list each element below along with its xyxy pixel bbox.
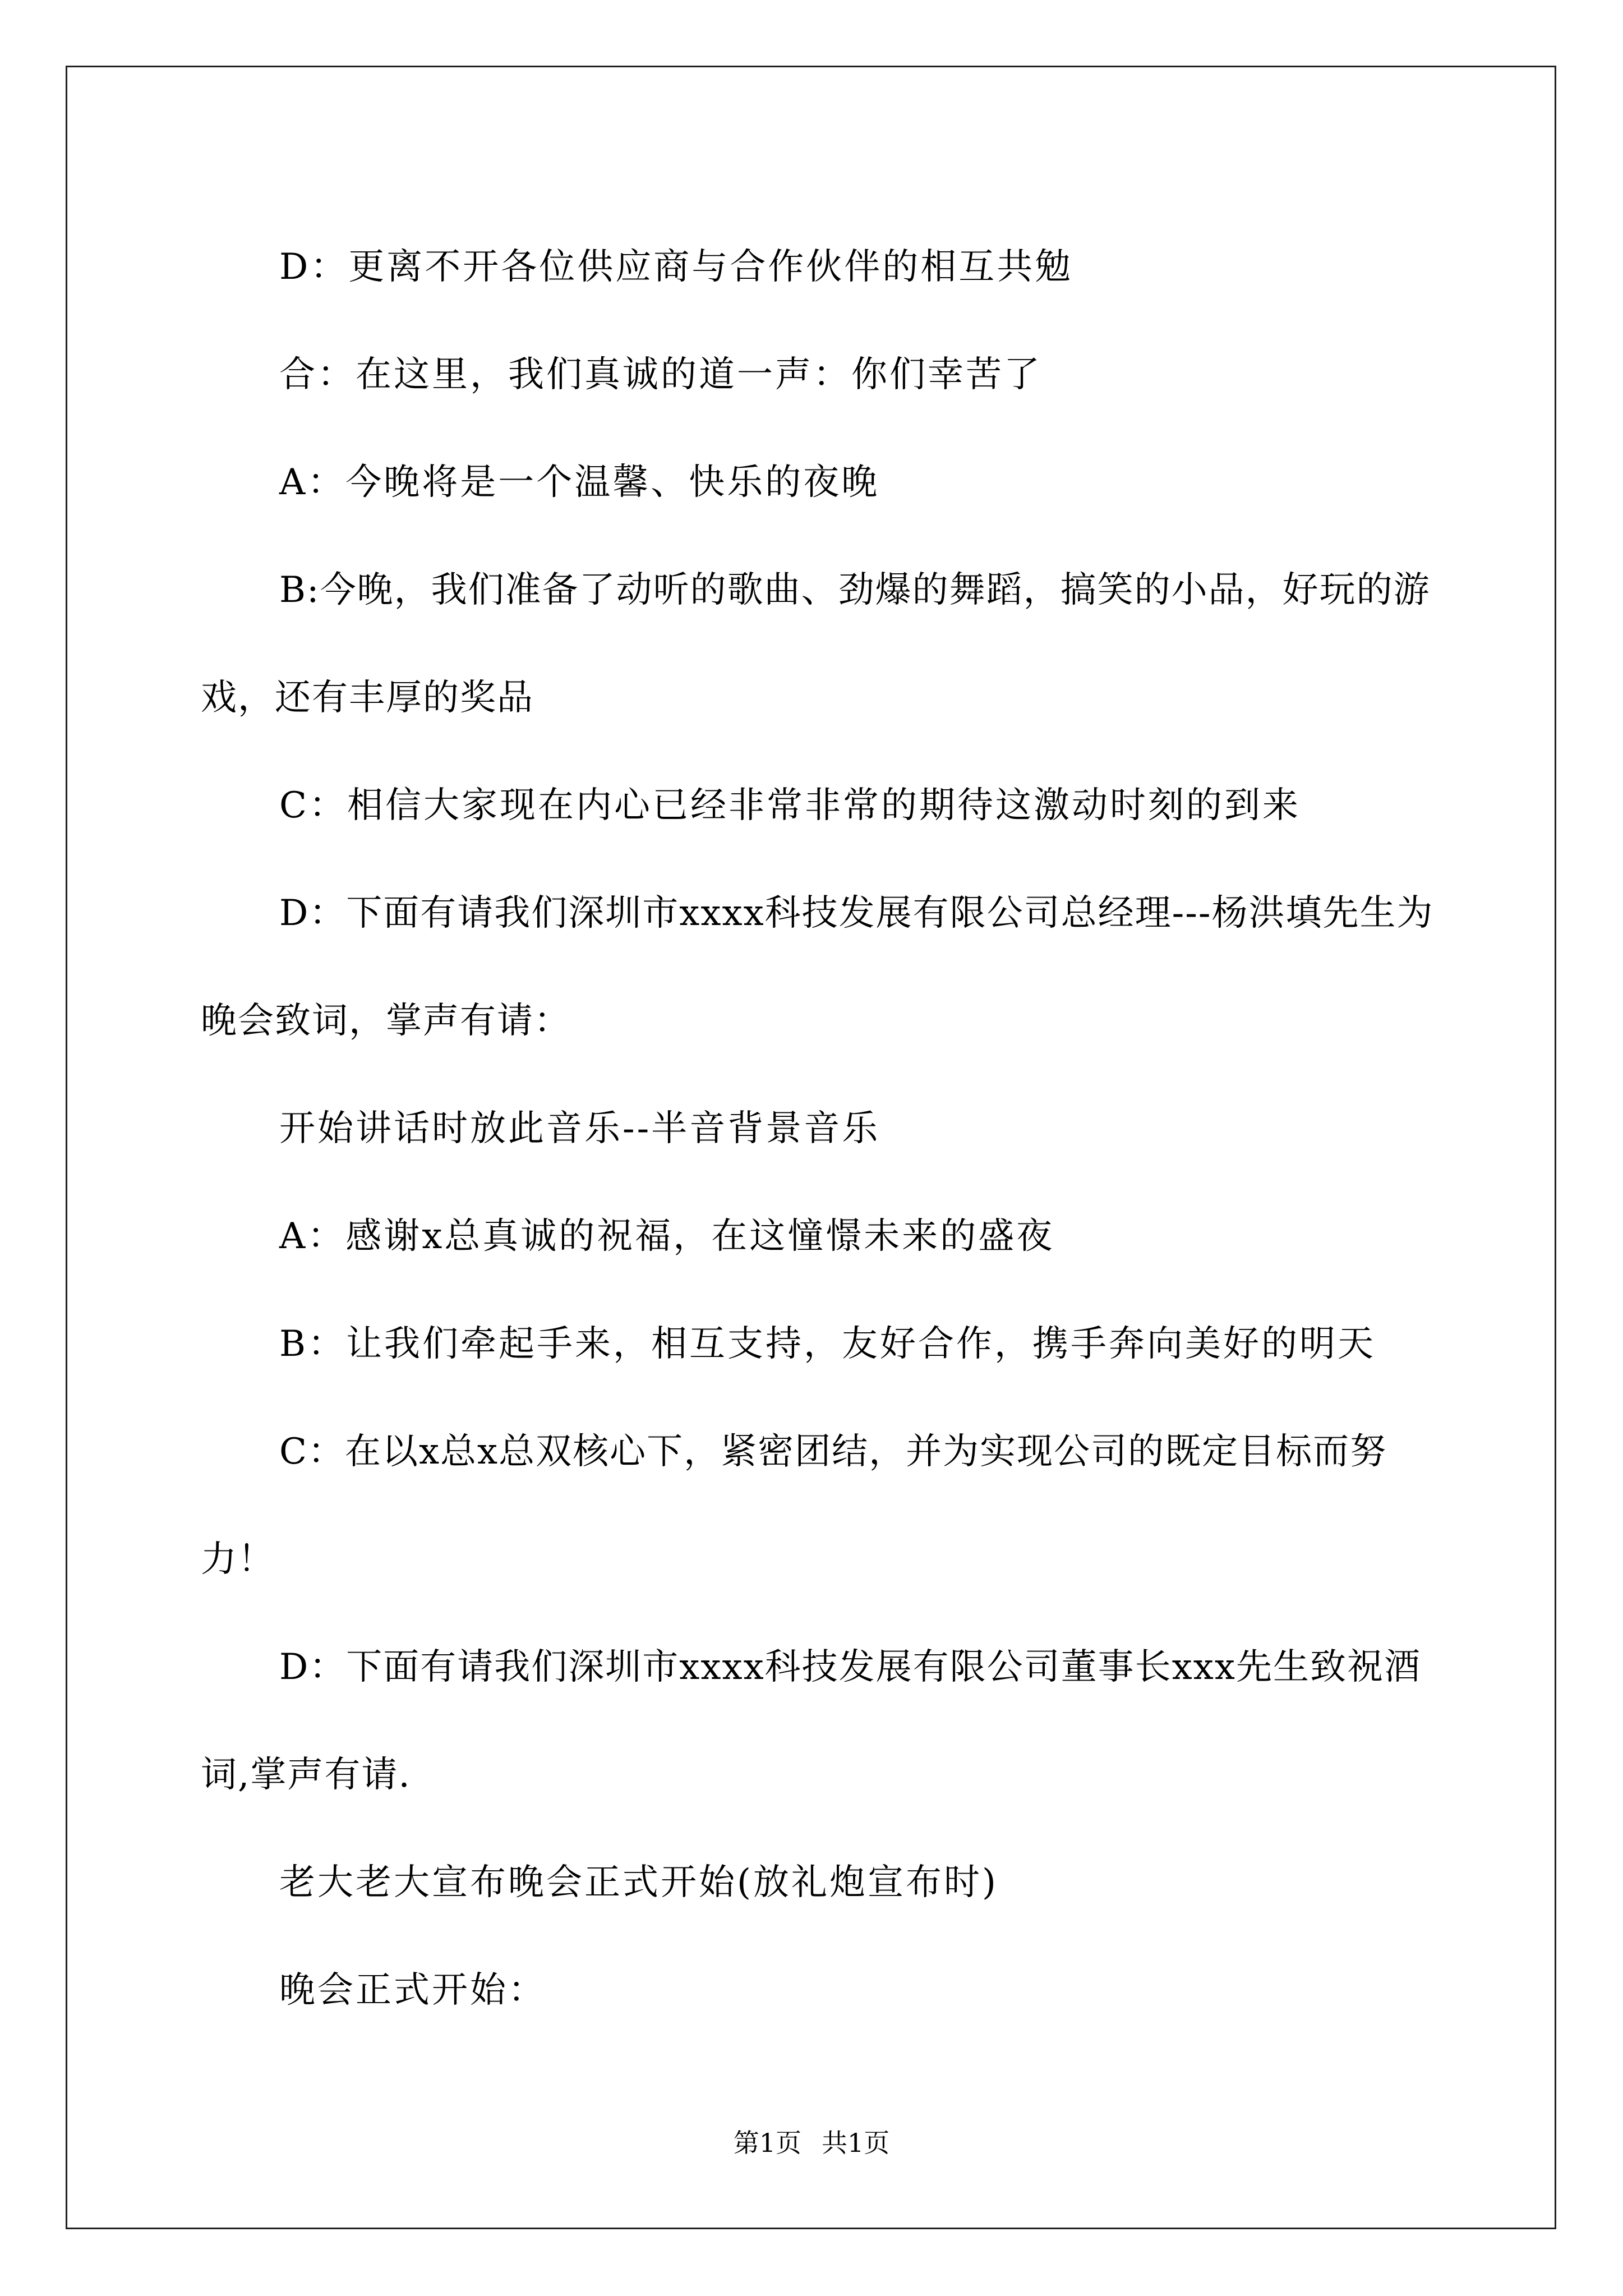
paragraph-a-tonight: A：今晚将是一个温馨、快乐的夜晚 bbox=[279, 462, 880, 503]
paragraph-b-cooperation: B：让我们牵起手来，相互支持，友好合作，携手奔向美好的明天 bbox=[279, 1323, 1376, 1365]
paragraph-c-unity: C：在以x总x总双核心下，紧密团结，并为实现公司的既定目标而努力！ bbox=[201, 1431, 1387, 1580]
paragraph-he-thanks: 合：在这里，我们真诚的道一声：你们幸苦了 bbox=[279, 354, 1042, 395]
page-footer bbox=[0, 2126, 1623, 2160]
document-body bbox=[201, 213, 1435, 2044]
page-total: 共1页 bbox=[822, 2128, 890, 2158]
paragraph-d-gm-speech: D：下面有请我们深圳市xxxx科技发展有限公司总经理---杨洪填先生为晚会致词，掌声有请： bbox=[201, 892, 1434, 1042]
paragraph-a-gratitude: A：感谢x总真诚的祝福，在这憧憬未来的盛夜 bbox=[279, 1216, 1055, 1257]
paragraph-d-suppliers: D：更离不开各位供应商与合作伙伴的相互共勉 bbox=[279, 246, 1073, 288]
paragraph-d-chairman-toast: D：下面有请我们深圳市xxxx科技发展有限公司董事长xxx先生致祝酒词,掌声有请. bbox=[201, 1646, 1421, 1796]
paragraph-b-program: B:今晚，我们准备了动听的歌曲、劲爆的舞蹈，搞笑的小品，好玩的游戏，还有丰厚的奖品 bbox=[201, 569, 1431, 719]
paragraph-c-expectation: C：相信大家现在内心已经非常非常的期待这激动时刻的到来 bbox=[279, 785, 1301, 826]
page-number: 第1页 bbox=[733, 2128, 801, 2158]
paragraph-boss-announcement: 老大老大宣布晚会正式开始(放礼炮宣布时) bbox=[279, 1862, 998, 1903]
paragraph-gala-start: 晚会正式开始： bbox=[279, 1970, 546, 2011]
paragraph-music-note: 开始讲话时放此音乐--半音背景音乐 bbox=[279, 1108, 880, 1149]
